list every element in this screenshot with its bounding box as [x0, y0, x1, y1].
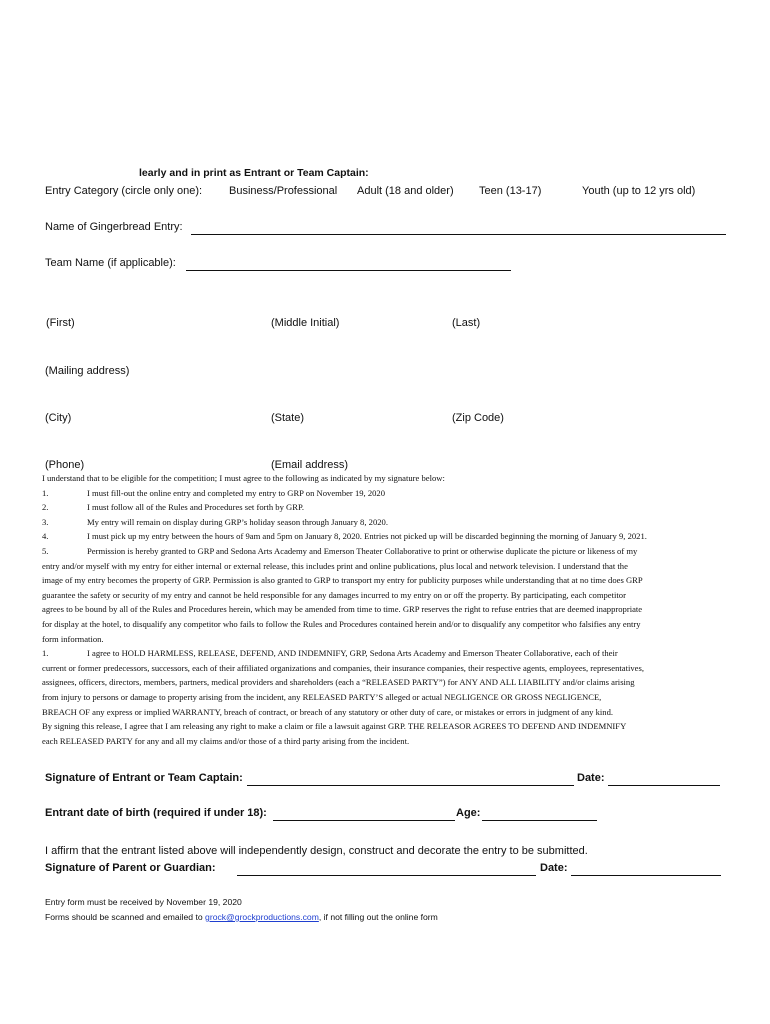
email-label: (Email address) [271, 459, 349, 471]
legal-line: entry and/or myself with my entry for either internal or external release, this includes print and online publications, plus local and network television. I understand that the [42, 560, 628, 571]
category-option-adult[interactable]: Adult (18 and older) [357, 185, 454, 197]
age-line[interactable] [482, 808, 597, 821]
middle-initial-label: (Middle Initial) [271, 317, 340, 329]
team-name-line[interactable] [186, 258, 511, 271]
dob-line[interactable] [273, 808, 455, 821]
category-option-youth[interactable]: Youth (up to 12 yrs old) [582, 185, 696, 197]
city-label: (City) [45, 412, 72, 424]
parent-date-label: Date: [540, 862, 568, 874]
parent-signature-label: Signature of Parent or Guardian: [45, 862, 216, 874]
category-option-teen[interactable]: Teen (13-17) [479, 185, 542, 197]
legal-item: 1. I must fill-out the online entry and completed my entry to GRP on November 19, 2020 [42, 487, 386, 498]
legal-item: 5. Permission is hereby granted to GRP and Sedona Arts Academy and Emerson Theater Collaborative to print or otherwise duplicate the picture or likeness of my [42, 545, 638, 556]
legal-line: agrees to be bound by all of the Rules and Procedures herein, which may be amended from time to time. GRP reserves the right to refuse entries that are deemed inappropriate [42, 604, 643, 615]
phone-label: (Phone) [45, 459, 85, 471]
scan-note: Forms should be scanned and emailed to grock@grockproductions.com, if not filling out the online form [45, 912, 438, 922]
legal-line: for display at the hotel, to disqualify any competitor who fails to follow the Rules and Procedures contained herein and/or to disqualify any competitor who falsifies any entry [42, 618, 641, 629]
entrant-signature-line[interactable] [247, 773, 574, 786]
parent-date-line[interactable] [571, 863, 721, 876]
deadline-note: Entry form must be received by November 19, 2020 [45, 897, 242, 907]
affirmation-text: I affirm that the entrant listed above will independently design, construct and decorate the entry to be submitted. [45, 845, 588, 857]
legal-line: guarantee the safety or security of my entry and cannot be held responsible for any damages incurred to my entry on or off the property. By participating, each competitor [42, 589, 626, 600]
parent-signature-line[interactable] [237, 863, 536, 876]
entry-category-label: Entry Category (circle only one): [45, 185, 203, 197]
contact-email-link[interactable]: grock@grockproductions.com [205, 912, 319, 922]
legal-line: By signing this release, I agree that I am releasing any right to make a claim or file a lawsuit against GRP. THE RELEASOR AGREES TO DEFEND AND INDEMNIFY [42, 721, 627, 732]
team-name-label: Team Name (if applicable): [45, 257, 176, 269]
zip-code-label: (Zip Code) [452, 412, 504, 424]
legal-line: assignees, officers, directors, members, partners, medical providers and shareholders (each a “RELEASED PARTY”) for ANY AND ALL LIABILITY and/or claims arising [42, 677, 635, 688]
state-label: (State) [271, 412, 305, 424]
entrant-date-line[interactable] [608, 773, 720, 786]
legal-terms [42, 471, 748, 748]
entry-name-line[interactable] [191, 222, 726, 235]
legal-line: each RELEASED PARTY for any and all my claims and/or those of a third party arising from the incident. [42, 735, 410, 746]
legal-line: current or former predecessors, successors, each of their affiliated organizations and companies, their insurance companies, their respective agents, employees, representatives, [42, 662, 644, 673]
legal-item: 3. My entry will remain on display during GRP’s holiday season through January 8, 2020. [42, 516, 388, 527]
legal-line: image of my entry becomes the property of GRP. Permission is also granted to GRP to transport my entry for publicity purposes while understanding that at no time does GRP [42, 575, 643, 586]
legal-line: BREACH OF any express or implied WARRANTY, breach of contract, or breach of any statutory or other duty of care, or mistakes or errors in judgment of any kind. [42, 706, 614, 717]
age-label: Age: [456, 807, 481, 819]
entrant-signature-label: Signature of Entrant or Team Captain: [45, 772, 243, 784]
last-name-label: (Last) [452, 317, 481, 329]
form-heading: learly and in print as Entrant or Team Captain: [139, 167, 369, 179]
legal-item: 2. I must follow all of the Rules and Procedures set forth by GRP. [42, 502, 304, 513]
entry-name-label: Name of Gingerbread Entry: [45, 221, 183, 233]
category-option-business[interactable]: Business/Professional [229, 185, 338, 197]
legal-line: form information. [42, 633, 104, 644]
legal-item: 4. I must pick up my entry between the hours of 9am and 5pm on January 8, 2020. Entries not picked up will be discarded beginning the morning of January 9, 2021. [42, 531, 647, 542]
legal-line: from injury to persons or damage to property arising from the incident, any RELEASED PARTY’S alleged or actual NEGLIGENCE OR GROSS NEGLIGENCE, [42, 691, 602, 702]
dob-label: Entrant date of birth (required if under 18): [45, 807, 267, 819]
legal-intro: I understand that to be eligible for the competition; I must agree to the following as indicated by my signature below: [42, 473, 445, 483]
legal-item: 1. I agree to HOLD HARMLESS, RELEASE, DEFEND, AND INDEMNIFY, GRP, Sedona Arts Academy and Emerson Theater Collaborative, each of their [42, 648, 618, 659]
entrant-date-label: Date: [577, 772, 605, 784]
mailing-address-label: (Mailing address) [45, 365, 130, 377]
first-name-label: (First) [46, 317, 75, 329]
